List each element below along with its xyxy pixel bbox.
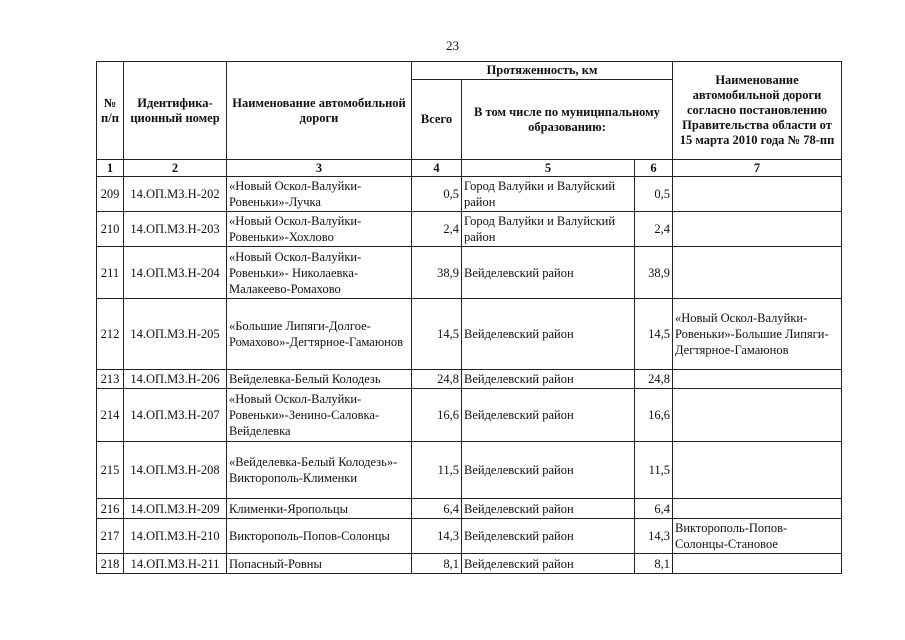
- row-name: «Вейделевка-Белый Колодезь»-Викторополь-Клименки: [227, 442, 412, 499]
- header-id: Идентифика-ционный номер: [124, 62, 227, 160]
- table-row: [97, 389, 842, 442]
- row-id: 14.ОП.МЗ.Н-202: [124, 177, 227, 212]
- row-id: 14.ОП.МЗ.Н-211: [124, 554, 227, 574]
- row-num: 210: [97, 212, 124, 247]
- row-id: 14.ОП.МЗ.Н-205: [124, 299, 227, 370]
- row-resolution: [673, 247, 842, 299]
- row-id: 14.ОП.МЗ.Н-208: [124, 442, 227, 499]
- row-num: 218: [97, 554, 124, 574]
- table-row: [97, 299, 842, 370]
- row-num: 217: [97, 519, 124, 554]
- row-name: «Новый Оскол-Валуйки-Ровеньки»-Хохлово: [227, 212, 412, 247]
- column-number: 3: [227, 160, 412, 177]
- row-resolution: [673, 212, 842, 247]
- column-number: 6: [635, 160, 673, 177]
- row-municipality: Вейделевский район: [462, 370, 635, 389]
- row-municipality: Вейделевский район: [462, 299, 635, 370]
- column-numbers-row: [97, 160, 842, 177]
- row-name: «Новый Оскол-Валуйки-Ровеньки»-Зенино-Саловка-Вейделевка: [227, 389, 412, 442]
- table-row: [97, 499, 842, 519]
- row-name: Клименки-Яропольцы: [227, 499, 412, 519]
- row-num: 216: [97, 499, 124, 519]
- row-length: 8,1: [635, 554, 673, 574]
- row-num: 209: [97, 177, 124, 212]
- row-id: 14.ОП.МЗ.Н-207: [124, 389, 227, 442]
- row-total: 6,4: [412, 499, 462, 519]
- row-num: 212: [97, 299, 124, 370]
- row-length: 0,5: [635, 177, 673, 212]
- row-length: 38,9: [635, 247, 673, 299]
- row-num: 214: [97, 389, 124, 442]
- row-resolution: [673, 389, 842, 442]
- table-row: [97, 247, 842, 299]
- row-id: 14.ОП.МЗ.Н-206: [124, 370, 227, 389]
- page-number: 23: [446, 38, 459, 53]
- row-id: 14.ОП.МЗ.Н-209: [124, 499, 227, 519]
- row-num: 215: [97, 442, 124, 499]
- row-resolution: [673, 177, 842, 212]
- row-total: 0,5: [412, 177, 462, 212]
- row-total: 8,1: [412, 554, 462, 574]
- row-total: 11,5: [412, 442, 462, 499]
- header-total: Всего: [412, 80, 462, 160]
- row-total: 14,3: [412, 519, 462, 554]
- row-name: «Новый Оскол-Валуйки-Ровеньки»-Лучка: [227, 177, 412, 212]
- row-name: Вейделевка-Белый Колодезь: [227, 370, 412, 389]
- column-number: 5: [462, 160, 635, 177]
- row-total: 14,5: [412, 299, 462, 370]
- row-total: 38,9: [412, 247, 462, 299]
- row-resolution: [673, 499, 842, 519]
- table-row: [97, 177, 842, 212]
- table-row: [97, 519, 842, 554]
- row-name: «Новый Оскол-Валуйки-Ровеньки»- Николаевка-Малакеево-Ромахово: [227, 247, 412, 299]
- row-name: Викторополь-Попов-Солонцы: [227, 519, 412, 554]
- row-resolution: Викторополь-Попов-Солонцы-Становое: [673, 519, 842, 554]
- row-resolution: «Новый Оскол-Валуйки-Ровеньки»-Большие Липяги-Дегтярное-Гамаюнов: [673, 299, 842, 370]
- row-total: 16,6: [412, 389, 462, 442]
- header-num: № п/п: [97, 62, 124, 160]
- row-length: 2,4: [635, 212, 673, 247]
- row-length: 11,5: [635, 442, 673, 499]
- header-length: Протяженность, км: [412, 62, 673, 80]
- row-num: 213: [97, 370, 124, 389]
- row-total: 24,8: [412, 370, 462, 389]
- column-number: 4: [412, 160, 462, 177]
- header-name: Наименование автомобильной дороги: [227, 62, 412, 160]
- column-number: 7: [673, 160, 842, 177]
- row-municipality: Вейделевский район: [462, 247, 635, 299]
- header-resolution: Наименование автомобильной дороги согласно постановлению Правительства области от 15 марта 2010 года № 78-пп: [673, 62, 842, 160]
- row-length: 14,3: [635, 519, 673, 554]
- row-num: 211: [97, 247, 124, 299]
- row-municipality: Город Валуйки и Валуйский район: [462, 177, 635, 212]
- row-length: 16,6: [635, 389, 673, 442]
- row-id: 14.ОП.МЗ.Н-210: [124, 519, 227, 554]
- row-municipality: Город Валуйки и Валуйский район: [462, 212, 635, 247]
- row-municipality: Вейделевский район: [462, 499, 635, 519]
- row-municipality: Вейделевский район: [462, 389, 635, 442]
- table-row: [97, 442, 842, 499]
- row-name: Попасный-Ровны: [227, 554, 412, 574]
- row-resolution: [673, 554, 842, 574]
- row-municipality: Вейделевский район: [462, 442, 635, 499]
- header-municipal: В том числе по муниципальному образованию:: [462, 80, 673, 160]
- row-resolution: [673, 370, 842, 389]
- row-length: 6,4: [635, 499, 673, 519]
- row-resolution: [673, 442, 842, 499]
- column-number: 2: [124, 160, 227, 177]
- roads-table: [96, 61, 842, 574]
- table-row: [97, 554, 842, 574]
- row-total: 2,4: [412, 212, 462, 247]
- row-id: 14.ОП.МЗ.Н-203: [124, 212, 227, 247]
- row-length: 14,5: [635, 299, 673, 370]
- row-id: 14.ОП.МЗ.Н-204: [124, 247, 227, 299]
- row-name: «Большие Липяги-Долгое-Ромахово»-Дегтярное-Гамаюнов: [227, 299, 412, 370]
- table-row: [97, 212, 842, 247]
- row-municipality: Вейделевский район: [462, 554, 635, 574]
- row-length: 24,8: [635, 370, 673, 389]
- column-number: 1: [97, 160, 124, 177]
- row-municipality: Вейделевский район: [462, 519, 635, 554]
- table-row: [97, 370, 842, 389]
